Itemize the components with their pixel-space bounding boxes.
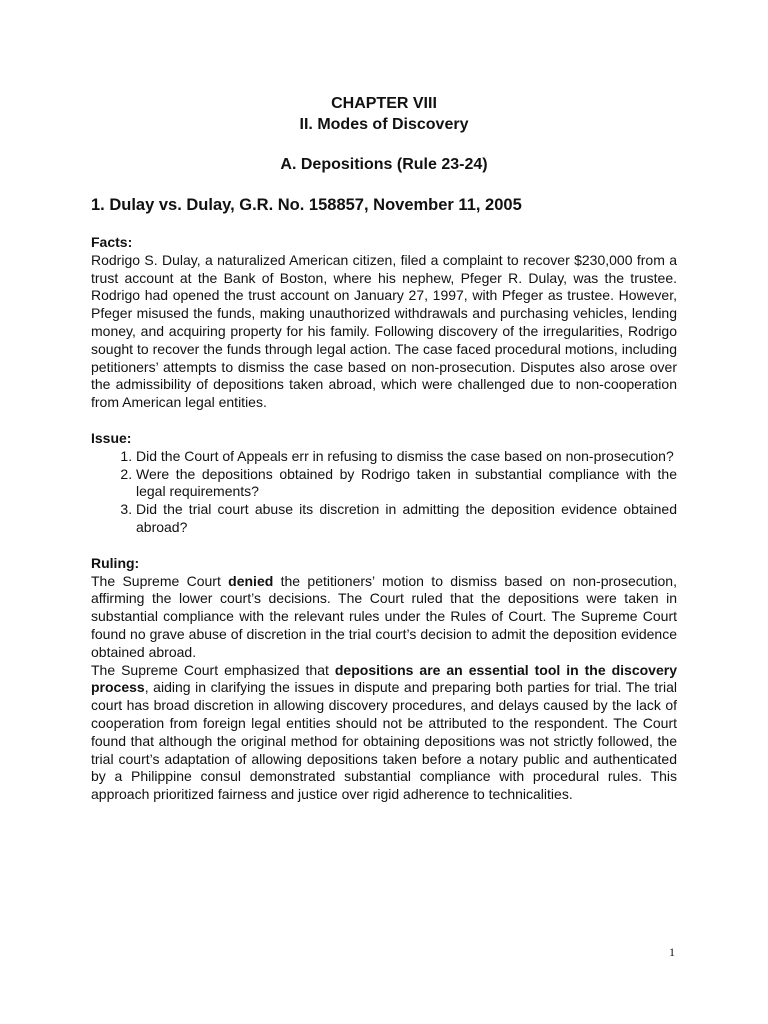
ruling-paragraph-2 [91, 662, 677, 804]
subsection-heading: A. Depositions (Rule 23-24) [280, 156, 488, 173]
issue-list [91, 448, 677, 537]
ruling-p2-text-after: , aiding in clarifying the issues in dispute and preparing both parties for trial. The trial court has broad discretion in allowing discovery procedures, and delays caused by the lack of cooperation from foreign legal entities should not be attributed to the respondent. The Court found that although the original method for obtaining depositions was not strictly followed, the trial court’s adaptation of allowing depositions taken before a notary public and authenticated by a Philippine consul demonstrated substantial compliance with procedural rules. This approach prioritized fairness and justice over rigid adherence to technicalities. [91, 679, 677, 803]
issue-item-3: 3. Did the trial court abuse its discretion in admitting the deposition evidence obtained abroad? [136, 501, 677, 537]
section-heading: II. Modes of Discovery [299, 116, 469, 133]
chapter-heading: CHAPTER VIII [331, 95, 437, 112]
issue-label: Issue: [91, 429, 132, 446]
facts-paragraph: Rodrigo S. Dulay, a naturalized American citizen, filed a complaint to recover $230,000 from a trust account at the Bank of Boston, where his nephew, Pfeger R. Dulay, was the trustee. Rodrigo had opened the trust account on January 27, 1997, with Pfeger as trustee. However, Pfeger misused the funds, making unauthorized withdrawals and purchasing vehicles, lending money, and acquiring property for his family. Following discovery of the irregularities, Rodrigo sought to recover the funds through legal action. The case faced procedural motions, including petitioners’ attempts to dismiss the case based on non-prosecution. Disputes also arose over the admissibility of depositions taken abroad, which were challenged due to non-cooperation from American legal entities. [91, 251, 677, 411]
ruling-paragraph-1 [91, 573, 677, 662]
case-title: 1. Dulay vs. Dulay, G.R. No. 158857, November 11, 2005 [91, 196, 522, 214]
ruling-p1-bold: denied [228, 572, 274, 589]
issue-item-2: 2. Were the depositions obtained by Rodrigo taken in substantial compliance with the legal requirements? [136, 466, 677, 502]
ruling-p1-text-after: the petitioners’ motion to dismiss based on non-prosecution, affirming the lower court’s decisions. The Court ruled that the depositions were taken in substantial compliance with the relevant rules under the Rules of Court. The Supreme Court found no grave abuse of discretion in the trial court’s decision to admit the deposition evidence obtained abroad. [91, 572, 677, 660]
ruling-p1-text-before: The Supreme Court [91, 572, 229, 589]
issue-item-1: 1. Did the Court of Appeals err in refusing to dismiss the case based on non-prosecution? [136, 448, 677, 466]
facts-label: Facts: [91, 234, 133, 250]
document-body [91, 94, 677, 804]
ruling-label: Ruling: [91, 554, 140, 571]
ruling-p2-bold: depositions are an essential tool in the discovery process [91, 661, 677, 696]
page-number: 1 [669, 945, 675, 959]
ruling-p2-text-before: The Supreme Court emphasized that [91, 661, 335, 678]
